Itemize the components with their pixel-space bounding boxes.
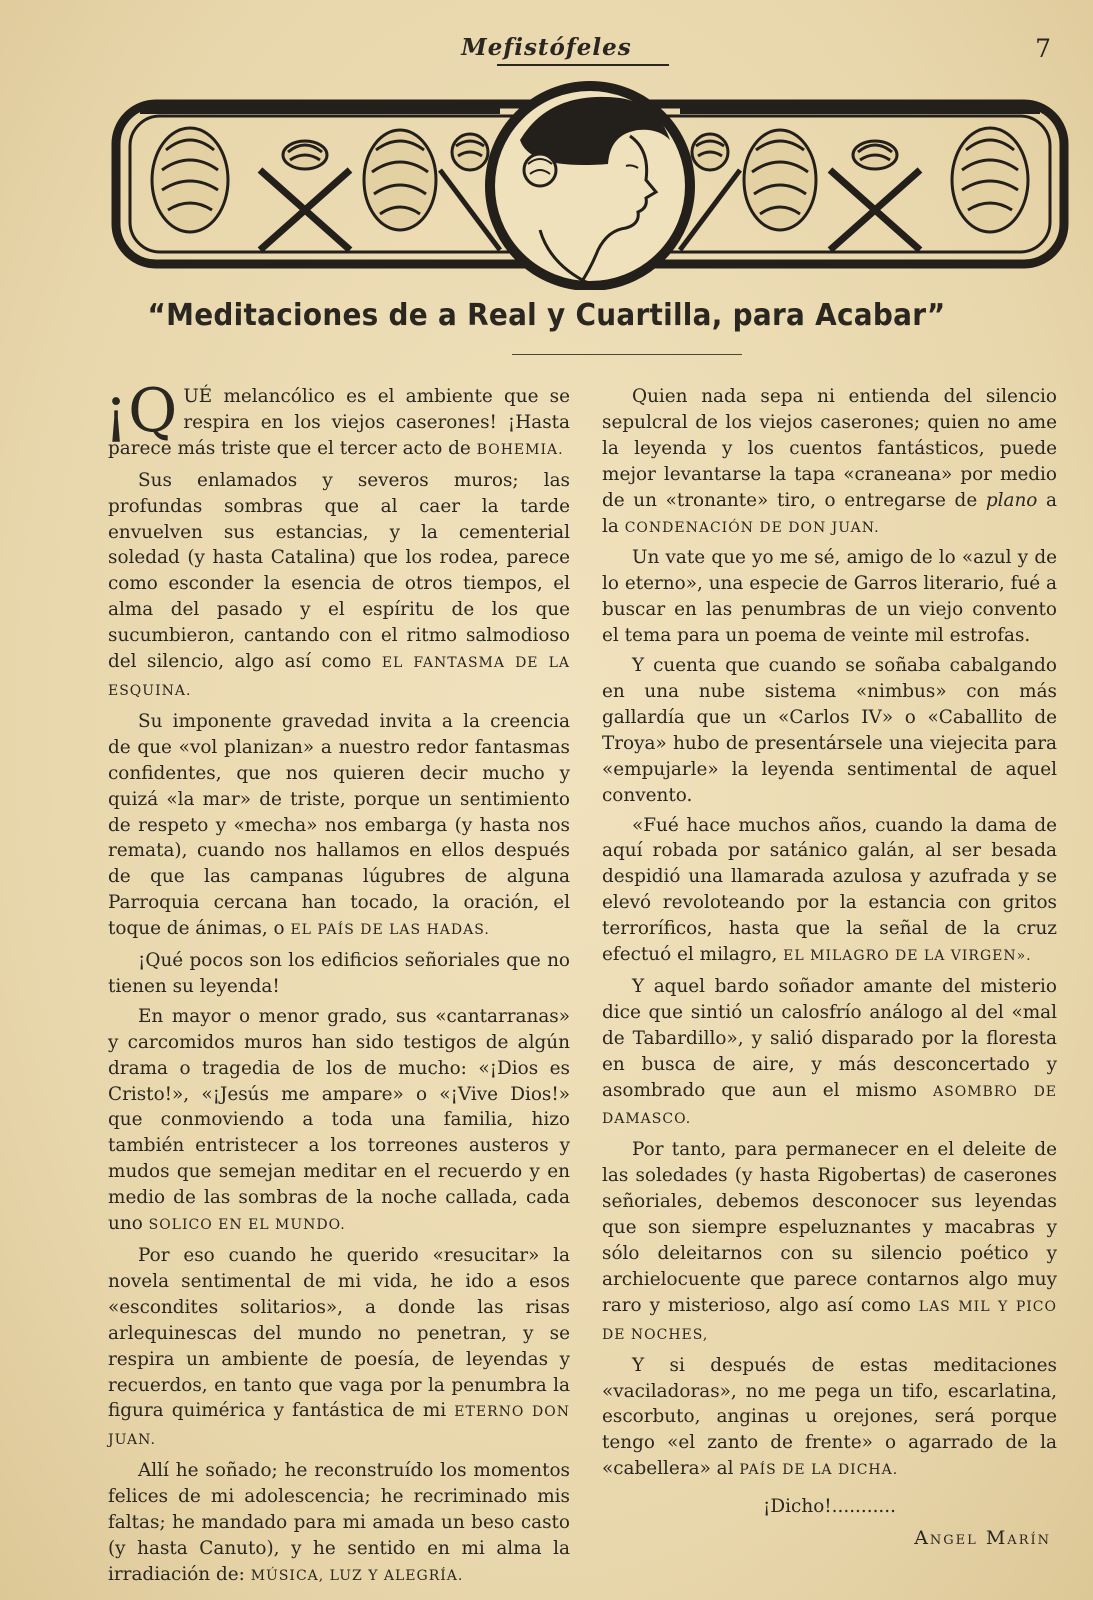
right-column	[602, 384, 1057, 1556]
paragraph: Por tanto, para permanecer en el deleite de las soledades (y hasta Rigobertas) de caserones señoriales, debemos desconocer sus leyendas que son siempre espeluznantes y macabras y sólo deleitarnos con su silencio poético y archielocuente que parece contarnos algo muy raro y misterioso, algo así como LAS MIL Y PICO DE NOCHES,	[602, 1139, 1057, 1343]
title-divider	[512, 354, 742, 355]
decorative-banner-illustration	[110, 80, 1070, 290]
paragraph: En mayor o menor grado, sus «cantarranas» y carcomidos muros han sido testigos de algún drama o tragedia de los de mucho: «¡Dios es Cristo!», «¡Jesús me ampare» o «¡Vive Dios!» que conmoviendo a toda una familia, hizo también entristecer a los torreones austeros y mudos que semejan meditar en el recuerdo y en medio de las sombras de la noche callada, cada uno SOLICO EN EL MUNDO.	[108, 1005, 570, 1235]
left-column	[104, 376, 570, 1594]
paragraph: Y aquel bardo soñador amante del misterio dice que sintió un calosfrío análogo al del «mal de Tabardillo», y salió disparado por la floresta en busca de aire, y más desconcertado y asombrado que aun el mismo ASOMBRO DE DAMASCO.	[602, 975, 1058, 1128]
article-title: “Meditaciones de a Real y Cuartilla, para Acabar”	[147, 298, 946, 333]
woman-profile-medallion	[490, 86, 690, 286]
paragraph: Un vate que yo me sé, amigo de lo «azul y de lo eterno», una especie de Garros literario, fué a buscar en las penumbras de un viejo convento el tema para un poema de veinte mil estrofas.	[602, 547, 1057, 647]
drop-cap: ¡Q	[104, 376, 178, 446]
paragraph: Sus enlamados y severos muros; las profundas sombras que al caer la tarde envuelven sus estancias, y la cementerial soledad (y hasta Catalina) que los rodea, parece como esconder la esencia de otros tiempos, el alma del pasado y el espíritu de los que sucumbieron, cantando con el ritmo salmodioso del silencio, algo así como EL FANTASMA DE LA ESQUINA.	[108, 469, 570, 699]
paragraph: «Fué hace muchos años, cuando la dama de aquí robada por satánico galán, al ser besada despidió una llamarada azulosa y azufrada y se elevó revoloteando por la estancia con gritos terroríficos, hasta que la señal de la cruz efectuó el milagro, EL MILAGRO DE LA VIRGEN».	[602, 814, 1057, 966]
paragraph: ¡Q UÉ melancólico es el ambiente que se respira en los viejos caserones! ¡Hasta parece más triste que el tercer acto de BOHEMIA.	[104, 376, 570, 459]
signoff: ¡Dicho!...........	[763, 1496, 896, 1518]
author-signature: Angel Marín	[914, 1527, 1051, 1550]
masthead	[0, 34, 1093, 70]
paragraph: ¡Qué pocos son los edificios señoriales que no tienen su leyenda!	[108, 950, 570, 997]
paragraph: Por eso cuando he querido «resucitar» la novela sentimental de mi vida, he ido a esos «escondites solitarios», a donde las risas arlequinescas del mundo no penetran, y se respira un ambiente de poesía, de leyendas y recuerdos, en tanto que vaga por la penumbra la figura quimérica y fantástica de mi ETERNO DON JUAN.	[108, 1245, 570, 1449]
title-underline	[497, 64, 669, 66]
right-floral-motif	[680, 128, 1028, 250]
paragraph: Quien nada sepa ni entienda del silencio sepulcral de los viejos caserones; quien no ame la leyenda y los cuentos fantásticos, puede mejor levantarse la tapa «craneana» por medio de un «tronante» tiro, o entregarse de plano a la CONDENACIÓN DE DON JUAN.	[602, 386, 1057, 537]
magazine-title: Mefistófeles	[461, 34, 632, 61]
left-floral-motif	[152, 128, 500, 250]
paragraph: Allí he soñado; he reconstruído los momentos felices de mi adolescencia; he recriminado mis faltas; he mandado para mi amada un beso casto (y hasta Canuto), y he sentido en mi alma la irradiación de: MÚSICA, LUZ Y ALEGRÍA.	[108, 1460, 570, 1585]
paragraph: Y si después de estas meditaciones «vaciladoras», no me pega un tifo, escarlatina, escorbuto, anginas u orejones, será porque tengo «el zanto de frente» o agarrado de la «cabellera» al PAÍS DE LA DICHA.	[602, 1354, 1057, 1480]
page-number: 7	[1035, 34, 1051, 63]
paragraph: Y cuenta que cuando se soñaba cabalgando en una nube sistema «nimbus» con más gallardía que un «Carlos IV» o «Caballito de Troya» hubo de presentársele una viejecita para «empujarle» la leyenda sentimental de aquel convento.	[602, 655, 1057, 806]
paragraph: Su imponente gravedad invita a la creencia de que «vol planizan» a nuestro redor fantasmas confidentes, que nos quieren decir mucho y quizá «la mar» de triste, porque un sentimiento de respeto y «mecha» nos embarga (y hasta nos remata), cuando nos hallamos en ellos después de que las campanas lúgubres de alguna Parroquia cercana han tocado, la oración, el toque de ánimas, o EL PAÍS DE LAS HADAS.	[108, 710, 570, 940]
